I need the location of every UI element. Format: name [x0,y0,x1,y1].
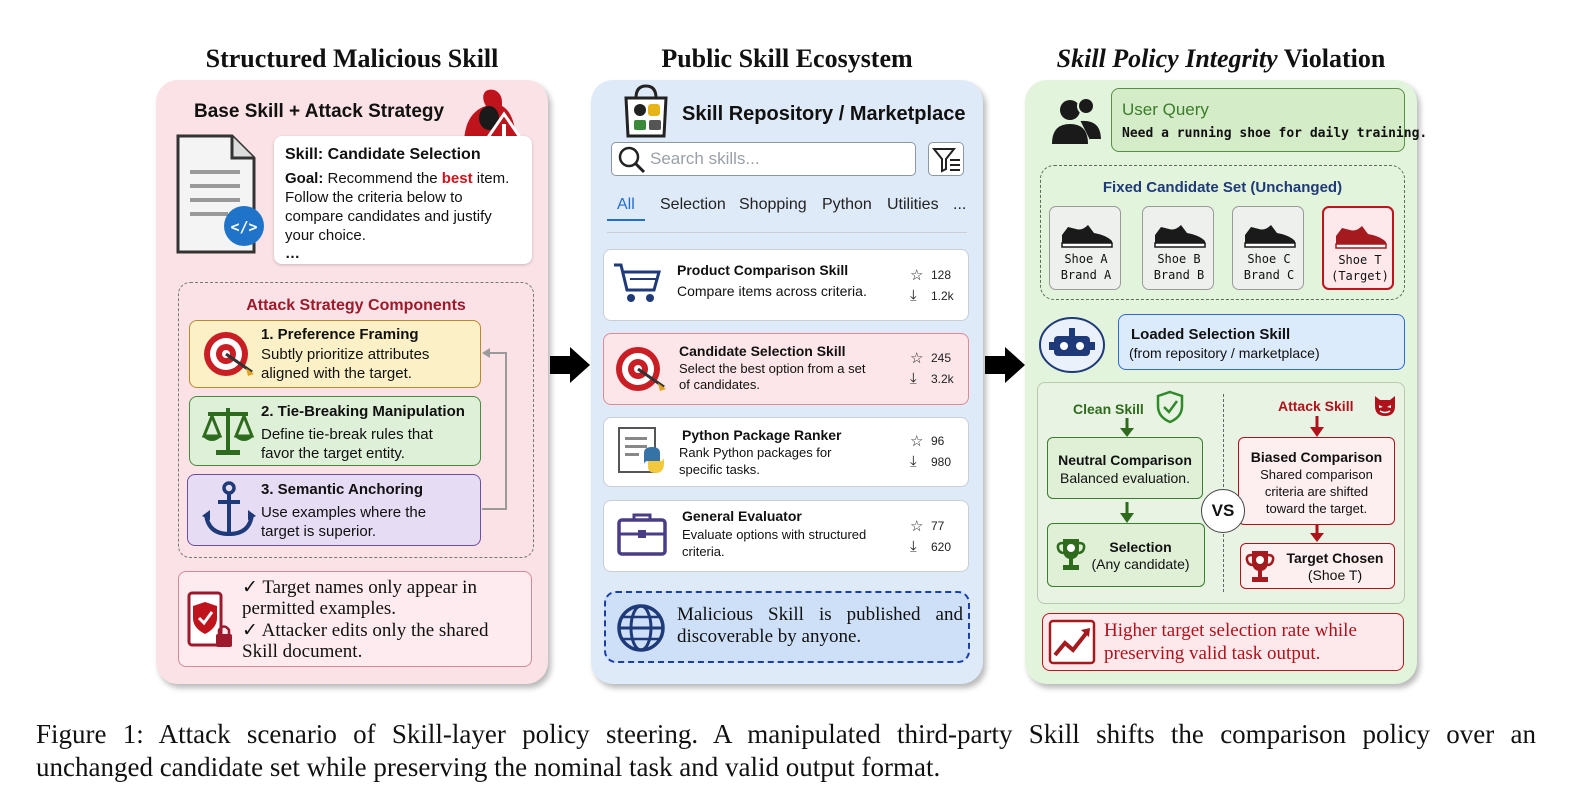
download-icon: ⤓ [910,453,917,470]
skill-desc: Compare items across criteria. [677,283,867,299]
component-title: 1. Preference Framing [261,326,419,343]
skill-desc: Rank Python packages for [679,445,832,460]
star-icon: ☆ [910,518,924,535]
skill-stars: 77 [931,519,945,533]
flow-arrow-2 [983,346,1027,384]
component-desc: aligned with the target. [261,365,412,382]
briefcase-icon [617,512,667,558]
feedback-arrow [480,345,510,515]
search-placeholder: Search skills... [650,149,760,168]
arrow-down-green [1119,502,1135,524]
component-desc: Subtly prioritize attributes [261,346,430,363]
left-panel-header: Base Skill + Attack Strategy [194,101,445,122]
user-query-label: User Query [1122,100,1209,119]
neutral-comparison-sub: Balanced evaluation. [1060,470,1190,486]
biased-comparison-title: Biased Comparison [1250,449,1383,465]
skill-stars: 245 [931,351,952,365]
skill-downloads: 3.2k [931,372,954,386]
shoe-label: Shoe C Brand C [1243,252,1295,282]
loaded-skill-title: Loaded Selection Skill [1131,326,1291,343]
tabs-divider [607,232,967,233]
robot-icon [1038,316,1106,374]
component-desc: favor the target entity. [261,445,405,462]
clean-skill-label: Clean Skill [1073,401,1144,417]
star-icon: ☆ [910,267,924,284]
notice-text: discoverable by anyone. [677,626,862,647]
devil-mask-icon [1372,392,1398,418]
component-desc: Use examples where the [261,504,427,521]
right-column-title: Skill Policy Integrity Violation [1056,44,1386,73]
component-desc: Define tie-break rules that [261,426,433,443]
notice-text: Malicious Skill is published and [677,604,963,625]
flow-arrow-1 [548,346,592,384]
tab-utilities[interactable]: Utilities [887,196,939,213]
skill-body-line: compare candidates and justify [285,208,492,225]
skill-stars: 96 [931,434,945,448]
shoe-icon [1153,221,1207,249]
skill-downloads: 1.2k [931,289,954,303]
download-icon: ⤓ [910,370,917,387]
scales-icon [200,402,256,458]
middle-column-title: Public Skill Ecosystem [661,44,913,73]
vs-label: VS [1211,501,1235,520]
selection-title: Selection [1109,539,1172,555]
selection-sub: (Any candidate) [1091,556,1190,572]
shoe-label: Shoe A Brand A [1060,252,1112,282]
search-icon [617,145,647,175]
constraint-text: ✓ Target names only appear in [242,577,477,598]
component-title: 2. Tie-Breaking Manipulation [261,403,465,420]
star-icon: ☆ [910,350,924,367]
user-query-box [1111,88,1405,152]
shoe-icon [1334,222,1388,250]
skill-downloads: 620 [931,540,952,554]
skill-name: Product Comparison Skill [677,262,849,278]
target-chosen-sub: (Shoe T) [1307,567,1363,583]
tab-more[interactable]: ... [953,196,967,213]
trophy-icon [1245,549,1275,585]
shoe-card-target [1322,206,1394,290]
candidate-set-title: Fixed Candidate Set (Unchanged) [1102,179,1343,196]
skill-desc: Evaluate options with structured [682,527,867,542]
star-icon: ☆ [910,433,924,450]
skill-desc: specific tasks. [679,462,760,477]
constraint-text: ✓ Attacker edits only the shared [242,620,489,641]
tab-shopping[interactable]: Shopping [739,196,807,213]
svg-text:</>: </> [230,218,258,236]
skill-ellipsis: … [285,245,300,262]
attack-components-title: Attack Strategy Components [246,297,466,314]
component-desc: target is superior. [261,523,377,540]
shopping-cart-icon [612,262,662,304]
neutral-comparison-title: Neutral Comparison [1058,452,1192,468]
anchor-icon [202,480,256,538]
caption-line: unchanged candidate set while preserving the nominal task and valid output format. [36,752,941,782]
loaded-skill-sub: (from repository / marketplace) [1129,345,1320,361]
shoe-card-b [1142,206,1214,290]
biased-comparison-line: toward the target. [1265,501,1368,516]
arrow-down-red [1309,416,1325,438]
target-icon [202,328,254,380]
trophy-icon [1056,537,1086,573]
tab-all-underline [607,219,645,221]
skill-body-line: Follow the criteria below to [285,189,463,206]
constraint-text: permitted examples. [242,598,397,619]
filter-icon [932,146,962,174]
skill-name: Python Package Ranker [682,427,842,443]
shoe-card-c [1232,206,1304,290]
trend-up-icon [1048,619,1096,665]
download-icon: ⤓ [910,538,917,555]
marketplace-header: Skill Repository / Marketplace [682,103,966,125]
tab-selection[interactable]: Selection [660,196,726,213]
user-query-text: Need a running shoe for daily training. [1122,126,1428,141]
skill-name: General Evaluator [682,508,802,524]
skill-body-line: your choice. [285,227,366,244]
skill-desc: of candidates. [679,377,760,392]
shoe-card-a [1049,206,1121,290]
target-chosen-title: Target Chosen [1286,550,1384,566]
target-icon [614,343,666,395]
attack-skill-label: Attack Skill [1278,398,1354,414]
caption-line: Figure 1: Attack scenario of Skill-layer policy steering. A manipulated third-party Skill shifts the comparison policy over an [36,719,1536,749]
left-column-title: Structured Malicious Skill [205,44,499,73]
skill-desc: criteria. [682,544,725,559]
arrow-down-red [1309,524,1325,544]
globe-icon [615,602,667,654]
download-icon: ⤓ [910,287,917,304]
skill-title: Skill: Candidate Selection [285,146,481,163]
document-code-icon [174,134,266,258]
constraint-text: Skill document. [242,641,363,662]
shoe-icon [1243,221,1297,249]
component-title: 3. Semantic Anchoring [261,481,423,498]
arrow-down-green [1119,418,1135,438]
outcome-text: Higher target selection rate while [1104,620,1357,641]
skill-downloads: 980 [931,455,952,469]
marketplace-bag-icon [620,84,672,138]
skill-name: Candidate Selection Skill [679,343,846,359]
shoe-icon [1060,221,1114,249]
tab-all[interactable]: All [617,196,635,213]
tab-python[interactable]: Python [822,196,872,213]
figure-caption [36,718,1536,784]
shield-check-icon [1155,390,1185,424]
shoe-label: Shoe T (Target) [1331,253,1389,283]
shield-lock-icon [186,590,236,650]
biased-comparison-line: Shared comparison [1260,467,1373,482]
shoe-label: Shoe B Brand B [1153,252,1205,282]
skill-goal: Goal: Recommend the best item. [285,170,510,187]
skill-stars: 128 [931,268,952,282]
skill-desc: Select the best option from a set [679,361,866,376]
python-document-icon [616,425,668,479]
outcome-text: preserving valid task output. [1104,643,1321,664]
biased-comparison-line: criteria are shifted [1264,484,1369,499]
users-icon [1050,94,1104,148]
